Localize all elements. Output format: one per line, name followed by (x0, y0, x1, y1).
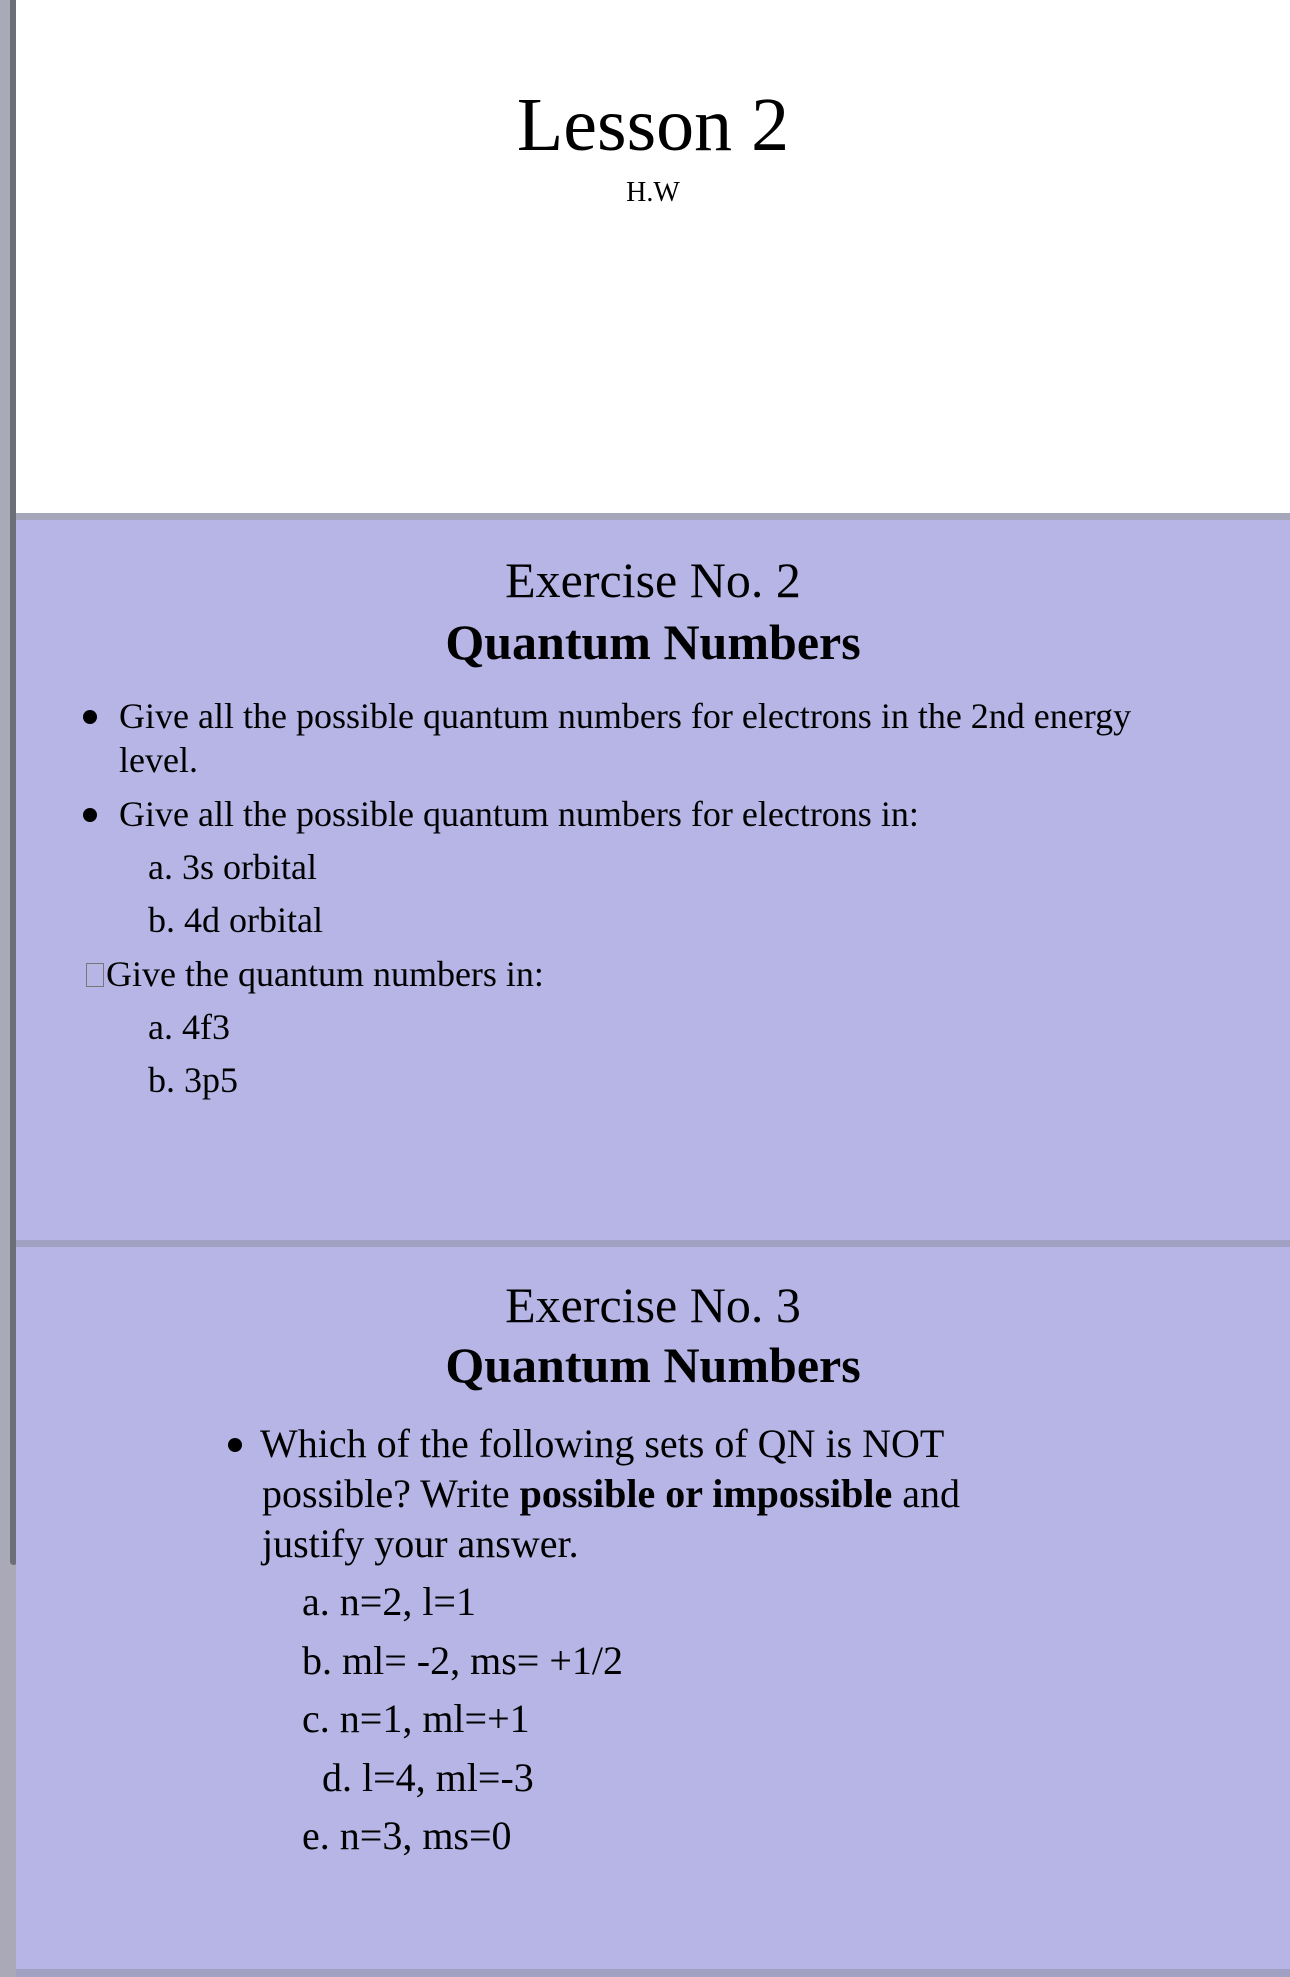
exercise-3-question (228, 1419, 944, 1469)
question-line-3: justify your answer. (262, 1521, 579, 1566)
option-d: d. l=4, ml=-3 (322, 1755, 534, 1800)
bullet-3-text: Give the quantum numbers in: (106, 954, 544, 994)
slide-divider (16, 1969, 1290, 1977)
slide-divider (16, 1240, 1290, 1247)
lesson-title: Lesson 2 (516, 83, 790, 167)
bullet-1-text-line-2: level. (119, 740, 198, 780)
bullet-3-item-a: a. 4f3 (148, 1007, 230, 1047)
exercise-3-subheading: Quantum Numbers (445, 1337, 861, 1393)
lesson-subtitle: H.W (626, 177, 680, 208)
exercise-3-heading: Exercise No. 3 (505, 1277, 801, 1333)
question-line-2-start: possible? Write (262, 1471, 520, 1516)
bullet-icon (83, 710, 97, 724)
slide-title (16, 0, 1290, 513)
exercise-2-subheading: Quantum Numbers (445, 614, 861, 670)
option-b: b. ml= -2, ms= +1/2 (302, 1638, 624, 1683)
question-line-2-emphasis: possible or impossible (519, 1471, 893, 1516)
slide-exercise-2 (16, 520, 1290, 1240)
option-c: c. n=1, ml=+1 (302, 1696, 530, 1741)
option-e: e. n=3, ms=0 (302, 1813, 512, 1858)
question-line-2 (262, 1469, 960, 1519)
exercise-2-bullet-1 (83, 694, 1131, 738)
question-line-1: Which of the following sets of QN is NOT (260, 1421, 945, 1466)
bullet-2-item-b: b. 4d orbital (148, 900, 323, 940)
slide-exercise-3 (16, 1247, 1290, 1969)
exercise-2-bullet-2 (83, 792, 919, 836)
exercise-2-bullet-3 (86, 952, 544, 996)
question-line-2-end: and (892, 1471, 961, 1516)
bullet-3-item-b: b. 3p5 (148, 1060, 238, 1100)
bullet-2-text: Give all the possible quantum numbers for electrons in: (119, 794, 919, 834)
bullet-icon (83, 808, 97, 822)
bullet-2-item-a: a. 3s orbital (148, 847, 317, 887)
bullet-icon (228, 1438, 242, 1452)
missing-glyph-icon (86, 963, 104, 987)
exercise-2-heading: Exercise No. 2 (505, 552, 801, 608)
bullet-1-text-line-1: Give all the possible quantum numbers for electrons in the 2nd energy (119, 696, 1132, 736)
slide-divider (16, 513, 1290, 520)
option-a: a. n=2, l=1 (302, 1579, 476, 1624)
